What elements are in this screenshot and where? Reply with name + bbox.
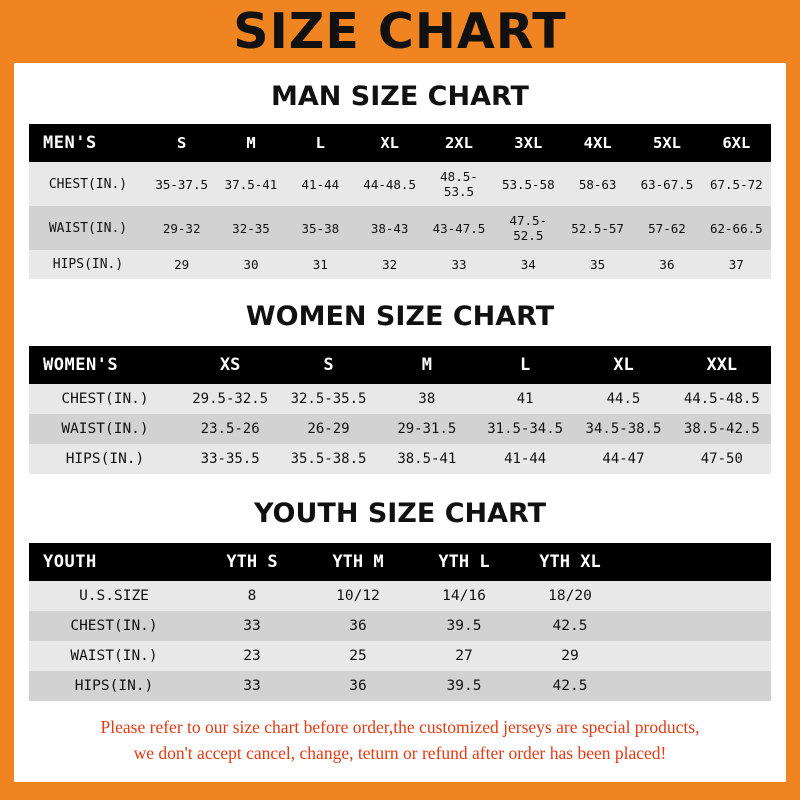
men-row-1-cell-5: 47.5-52.5 xyxy=(509,213,548,244)
youth-row-3-label: HIPS(IN.) xyxy=(74,678,154,695)
men-row-2-cell-3: 32 xyxy=(382,257,398,273)
youth-row-1-cell-4 xyxy=(623,611,771,641)
women-row-2-cell-0: 33-35.5 xyxy=(200,451,260,468)
men-row-1-cell-3: 38-43 xyxy=(370,220,409,236)
men-row-2-cell-7: 36 xyxy=(659,257,675,273)
men-header-cell-7: 4XL xyxy=(583,134,612,153)
men-row-0-cell-1: 37.5-41 xyxy=(224,176,278,192)
disclaimer-line-2: we don't accept cancel, change, teturn or refund after order has been placed! xyxy=(133,742,667,763)
youth-row-1-cell-2: 39.5 xyxy=(446,618,482,635)
men-row-0-cell-8: 67.5-72 xyxy=(709,176,763,192)
table-row xyxy=(29,581,771,611)
disclaimer-note xyxy=(14,701,786,782)
men-row-2-cell-6: 35 xyxy=(590,257,606,273)
youth-header-cell-0: YOUTH xyxy=(43,552,97,573)
men-row-0-cell-5: 53.5-58 xyxy=(501,176,555,192)
chart-content xyxy=(14,63,786,800)
youth-row-1-cell-1: 36 xyxy=(349,618,367,635)
men-row-0-cell-4: 48.5-53.5 xyxy=(440,169,478,200)
youth-row-1-cell-0: 33 xyxy=(243,618,261,635)
women-row-1-cell-5: 38.5-42.5 xyxy=(683,421,760,438)
table-row xyxy=(29,384,771,414)
bottom-strip xyxy=(0,782,800,800)
youth-size-table xyxy=(29,543,771,701)
youth-header-cell-5 xyxy=(623,543,771,581)
men-table-body xyxy=(29,162,771,279)
women-table-head xyxy=(29,346,771,384)
women-row-2-cell-3: 41-44 xyxy=(504,451,547,468)
youth-row-3-cell-1: 36 xyxy=(349,678,367,695)
men-row-2-cell-1: 30 xyxy=(243,257,259,273)
men-header-cell-9: 6XL xyxy=(722,134,751,153)
women-row-2-cell-5: 47-50 xyxy=(700,451,743,468)
women-row-1-cell-4: 34.5-38.5 xyxy=(585,421,662,438)
men-header-cell-2: M xyxy=(246,134,256,153)
men-header-cell-6: 3XL xyxy=(514,134,543,153)
youth-table-head xyxy=(29,543,771,581)
men-row-2-cell-5: 34 xyxy=(520,257,536,273)
men-row-1-cell-8: 62-66.5 xyxy=(709,220,763,236)
women-row-2-label: HIPS(IN.) xyxy=(65,451,145,468)
women-header-row xyxy=(29,346,771,384)
youth-row-3-cell-0: 33 xyxy=(243,678,261,695)
men-row-0-cell-7: 63-67.5 xyxy=(640,176,694,192)
table-row xyxy=(29,414,771,444)
men-header-cell-4: XL xyxy=(380,134,399,153)
men-row-0-label: CHEST(IN.) xyxy=(48,176,128,192)
youth-header-cell-2: YTH M xyxy=(332,552,384,573)
page-banner xyxy=(0,0,800,63)
table-row xyxy=(29,671,771,701)
youth-row-2-cell-0: 23 xyxy=(243,648,261,665)
women-header-cell-0: WOMEN'S xyxy=(43,355,119,376)
youth-section-title: YOUTH SIZE CHART xyxy=(253,498,547,530)
men-row-2-cell-4: 33 xyxy=(451,257,467,273)
men-row-2-label: HIPS(IN.) xyxy=(52,257,124,273)
men-row-1-cell-4: 43-47.5 xyxy=(432,220,486,236)
women-header-cell-3: M xyxy=(421,355,432,376)
women-row-1-label: WAIST(IN.) xyxy=(61,421,149,438)
youth-row-1-label: CHEST(IN.) xyxy=(70,618,158,635)
women-row-0-cell-5: 44.5-48.5 xyxy=(683,391,760,408)
women-header-cell-4: L xyxy=(520,355,531,376)
youth-header-cell-4: YTH XL xyxy=(539,552,601,573)
page-title: SIZE CHART xyxy=(233,3,567,61)
youth-row-3-cell-4 xyxy=(623,671,771,701)
youth-row-0-cell-4 xyxy=(623,581,771,611)
youth-row-3-cell-3: 42.5 xyxy=(552,678,588,695)
table-row xyxy=(29,641,771,671)
women-row-0-cell-0: 29.5-32.5 xyxy=(192,391,269,408)
women-header-cell-6: XXL xyxy=(706,355,738,376)
men-row-1-cell-1: 32-35 xyxy=(232,220,270,236)
men-row-1-cell-6: 52.5-57 xyxy=(571,220,624,236)
youth-row-2-cell-3: 29 xyxy=(561,648,579,665)
men-row-1-cell-0: 29-32 xyxy=(162,220,201,236)
youth-header-cell-1: YTH S xyxy=(226,552,278,573)
youth-row-0-cell-2: 14/16 xyxy=(442,588,486,605)
men-size-table xyxy=(29,124,771,279)
men-row-1-cell-7: 57-62 xyxy=(648,220,686,236)
table-row xyxy=(29,611,771,641)
men-row-1-cell-2: 35-38 xyxy=(301,220,340,236)
youth-header-row xyxy=(29,543,771,581)
women-row-1-cell-2: 29-31.5 xyxy=(397,421,457,438)
youth-row-0-cell-0: 8 xyxy=(247,588,257,605)
youth-row-0-cell-3: 18/20 xyxy=(548,588,592,605)
table-row xyxy=(29,250,771,279)
women-row-2-cell-4: 44-47 xyxy=(602,451,645,468)
women-row-0-cell-4: 44.5 xyxy=(606,391,641,408)
women-header-cell-5: XL xyxy=(613,355,634,376)
men-table-head xyxy=(29,124,771,162)
men-header-cell-1: S xyxy=(176,134,187,153)
youth-header-cell-3: YTH L xyxy=(438,552,490,573)
women-row-1-cell-1: 26-29 xyxy=(307,421,350,438)
women-row-2-cell-1: 35.5-38.5 xyxy=(290,451,367,468)
women-row-2-cell-2: 38.5-41 xyxy=(397,451,457,468)
women-section-title: WOMEN SIZE CHART xyxy=(245,301,555,333)
men-section-title: MAN SIZE CHART xyxy=(271,81,529,113)
women-size-table xyxy=(29,346,771,474)
men-header-row xyxy=(29,124,771,162)
men-row-0-cell-0: 35-37.5 xyxy=(155,176,208,192)
youth-row-2-label: WAIST(IN.) xyxy=(70,648,158,665)
men-row-0-cell-3: 44-48.5 xyxy=(363,176,416,192)
women-row-0-label: CHEST(IN.) xyxy=(61,391,149,408)
men-row-1-label: WAIST(IN.) xyxy=(48,220,128,236)
disclaimer-line-1: Please refer to our size chart before order,the customized jerseys are special products, xyxy=(100,717,700,738)
youth-row-2-cell-1: 25 xyxy=(349,648,367,665)
women-header-cell-1: XS xyxy=(219,355,241,376)
women-table-body xyxy=(29,384,771,474)
men-row-0-cell-6: 58-63 xyxy=(578,176,617,192)
women-header-cell-2: S xyxy=(323,355,334,376)
men-row-2-cell-0: 29 xyxy=(174,257,190,273)
table-row xyxy=(29,206,771,250)
table-row xyxy=(29,162,771,206)
youth-row-0-label: U.S.SIZE xyxy=(79,588,149,605)
men-row-2-cell-8: 37 xyxy=(728,257,744,273)
women-row-1-cell-3: 31.5-34.5 xyxy=(487,421,564,438)
men-header-cell-0: MEN'S xyxy=(43,133,97,154)
youth-row-2-cell-2: 27 xyxy=(455,648,473,665)
men-header-cell-5: 2XL xyxy=(444,134,473,153)
men-header-cell-8: 5XL xyxy=(652,134,681,153)
table-row xyxy=(29,444,771,474)
women-row-1-cell-0: 23.5-26 xyxy=(200,421,260,438)
youth-row-3-cell-2: 39.5 xyxy=(446,678,482,695)
women-row-0-cell-1: 32.5-35.5 xyxy=(290,391,367,408)
youth-row-2-cell-4 xyxy=(623,641,771,671)
youth-row-0-cell-1: 10/12 xyxy=(336,588,380,605)
women-row-0-cell-2: 38 xyxy=(418,391,436,408)
men-row-2-cell-2: 31 xyxy=(312,257,328,273)
men-row-0-cell-2: 41-44 xyxy=(301,176,340,192)
youth-table-body xyxy=(29,581,771,701)
women-row-0-cell-3: 41 xyxy=(516,391,534,408)
men-header-cell-3: L xyxy=(315,134,325,153)
youth-row-1-cell-3: 42.5 xyxy=(552,618,588,635)
